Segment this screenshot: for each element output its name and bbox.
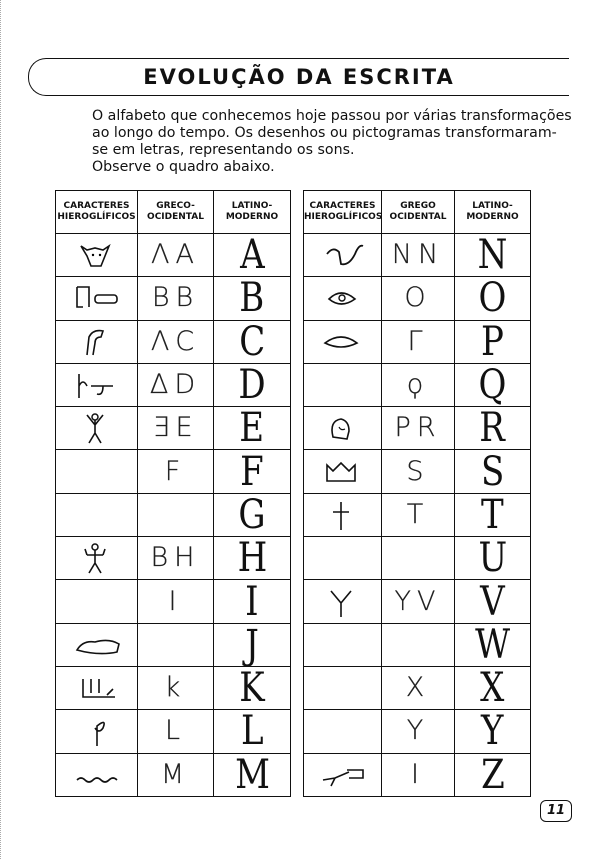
hieroglyph-cell <box>304 407 382 450</box>
table-row <box>56 277 291 320</box>
hieroglyph-cell <box>56 537 138 580</box>
table-row <box>304 580 531 623</box>
rejoicing-man-icon <box>56 539 137 577</box>
latin-cell <box>214 234 291 277</box>
header-greek: GRECO-OCIDENTAL <box>138 191 214 234</box>
header-greek: GREGO OCIDENTAL <box>382 191 455 234</box>
greek-letter: O <box>404 282 432 314</box>
door-icon <box>56 366 137 404</box>
greek-letter: M <box>160 758 191 790</box>
arrow-icon <box>304 756 381 794</box>
latin-letter: O <box>478 275 507 322</box>
greek-letter: Γ <box>407 325 429 357</box>
latin-letter: R <box>479 405 506 452</box>
table-row <box>304 277 531 320</box>
latin-letter: M <box>234 751 270 798</box>
table-row <box>56 234 291 277</box>
greek-cell <box>138 666 214 709</box>
mouth-icon <box>304 323 381 361</box>
latin-cell <box>214 710 291 753</box>
hieroglyph-cell <box>56 493 138 536</box>
latin-cell <box>214 320 291 363</box>
latin-cell <box>455 665 531 712</box>
hieroglyph-cell <box>304 623 382 666</box>
snake-icon <box>304 236 381 274</box>
table-row <box>56 450 291 493</box>
latin-letter: E <box>239 405 265 452</box>
hieroglyph-cell <box>56 666 138 709</box>
hieroglyph-cell <box>56 623 138 666</box>
hieroglyph-cell <box>304 320 382 363</box>
greek-letter: X <box>405 672 431 704</box>
greek-letter: ΛC <box>150 325 201 357</box>
greek-letter: I <box>411 758 425 790</box>
latin-cell <box>455 362 531 409</box>
hieroglyph-cell <box>304 277 382 320</box>
greek-cell <box>382 710 455 753</box>
hieroglyph-cell <box>56 234 138 277</box>
latin-letter: T <box>481 491 504 538</box>
greek-cell <box>382 537 455 580</box>
table-row <box>56 710 291 753</box>
table-header-row <box>304 191 531 234</box>
intro-text <box>52 108 572 176</box>
greek-cell <box>138 710 214 753</box>
latin-cell <box>455 450 531 493</box>
hieroglyph-cell <box>56 753 138 796</box>
greek-letter: T <box>406 498 430 530</box>
hieroglyph-cell <box>304 753 382 796</box>
greek-cell <box>138 363 214 406</box>
greek-letter: I <box>168 585 183 617</box>
greek-cell <box>382 666 455 709</box>
canal-icon <box>56 626 137 664</box>
greek-cell <box>138 407 214 450</box>
header-latin: LATINO-MODERNO <box>214 191 291 234</box>
latin-cell <box>455 320 531 363</box>
latin-cell <box>214 537 291 580</box>
latin-cell <box>455 580 531 623</box>
hieroglyph-cell <box>304 450 382 493</box>
latin-letter: F <box>240 448 264 495</box>
latin-cell <box>455 493 531 536</box>
latin-letter: J <box>245 621 259 668</box>
greek-cell <box>138 753 214 796</box>
title-banner <box>28 58 569 96</box>
house-icon <box>56 279 137 317</box>
greek-cell <box>138 277 214 320</box>
latin-cell <box>455 753 531 796</box>
latin-letter: P <box>481 318 504 365</box>
table-row <box>56 537 291 580</box>
praying-man-icon <box>56 409 137 447</box>
page-title: EVOLUÇÃO DA ESCRITA <box>143 65 455 89</box>
hieroglyph-cell <box>56 710 138 753</box>
table-row <box>56 320 291 363</box>
palm-icon <box>56 669 137 707</box>
intro-paragraph: O alfabeto que conhecemos hoje passou por várias transformações ao longo do tempo. Os desenhos ou pictogramas transformaram-se em letras, representando os sons. <box>92 108 572 158</box>
greek-cell <box>382 363 455 406</box>
latin-letter: A <box>239 232 265 279</box>
latin-letter: Q <box>478 362 507 409</box>
table-row <box>56 363 291 406</box>
greek-letter: NN <box>391 239 445 271</box>
table-row <box>304 623 531 666</box>
latin-letter: Y <box>481 708 504 755</box>
page-number: 11 <box>540 800 572 822</box>
hieroglyph-cell <box>304 493 382 536</box>
greek-cell <box>382 277 455 320</box>
latin-letter: Z <box>480 751 505 798</box>
table-row <box>56 580 291 623</box>
greek-letter: k <box>164 672 187 704</box>
latin-cell <box>455 623 531 666</box>
latin-letter: V <box>480 578 505 625</box>
latin-letter: B <box>239 275 265 322</box>
greek-cell <box>382 320 455 363</box>
hieroglyph-cell <box>304 710 382 753</box>
ox-head-icon <box>56 236 137 274</box>
greek-letter: L <box>164 715 187 747</box>
hieroglyph-cell <box>304 666 382 709</box>
greek-letter: YV <box>394 585 442 617</box>
greek-letter: F <box>164 455 187 487</box>
garden-icon <box>304 453 381 491</box>
greek-cell <box>138 537 214 580</box>
latin-letter: L <box>240 708 264 755</box>
latin-letter: W <box>475 621 510 668</box>
throwing-stick-icon <box>56 323 137 361</box>
table-row <box>304 363 531 406</box>
table-row <box>304 234 531 277</box>
water-icon <box>56 756 137 794</box>
intro-instruction: Observe o quadro abaixo. <box>92 159 275 175</box>
greek-letter: ϙ <box>406 369 430 401</box>
latin-cell <box>214 665 291 712</box>
greek-cell <box>138 450 214 493</box>
table-row <box>304 450 531 493</box>
header-latin: LATINO-MODERNO <box>455 191 531 234</box>
latin-letter: N <box>477 232 508 279</box>
greek-letter: ΒΗ <box>150 542 201 574</box>
hieroglyph-cell <box>304 537 382 580</box>
hieroglyph-cell <box>304 580 382 623</box>
coil-icon <box>56 712 137 750</box>
greek-cell <box>138 580 214 623</box>
latin-cell <box>455 710 531 753</box>
cross-icon <box>304 496 381 534</box>
latin-letter: U <box>478 535 507 582</box>
latin-cell <box>214 493 291 536</box>
latin-cell <box>455 537 531 580</box>
latin-cell <box>214 450 291 493</box>
table-row <box>56 407 291 450</box>
greek-letter: ΔD <box>149 369 202 401</box>
latin-cell <box>214 407 291 450</box>
latin-letter: I <box>245 578 259 625</box>
header-hieroglyphic: CARACTERES HIEROGLÍFICOS <box>304 191 382 234</box>
latin-cell <box>214 753 291 796</box>
greek-letter: BB <box>151 282 200 314</box>
latin-letter: C <box>238 318 266 365</box>
page-edge <box>0 0 4 859</box>
hieroglyph-cell <box>56 363 138 406</box>
table-row <box>56 493 291 536</box>
table-row <box>304 753 531 796</box>
table-row <box>304 710 531 753</box>
forked-stick-icon <box>304 583 381 621</box>
latin-letter: X <box>480 665 505 712</box>
table-row <box>304 407 531 450</box>
table-row <box>304 666 531 709</box>
greek-cell <box>138 493 214 536</box>
greek-cell <box>382 450 455 493</box>
table-row <box>56 753 291 796</box>
hieroglyph-cell <box>56 277 138 320</box>
latin-cell <box>214 277 291 320</box>
greek-letter: PR <box>394 412 442 444</box>
latin-letter: K <box>239 665 265 712</box>
greek-cell <box>138 234 214 277</box>
header-hieroglyphic: CARACTERES HIEROGLÍFICOS <box>56 191 138 234</box>
greek-cell <box>382 753 455 796</box>
greek-letter: ΛA <box>151 239 200 271</box>
hieroglyph-cell <box>56 407 138 450</box>
hieroglyph-cell <box>304 234 382 277</box>
greek-letter: ƎE <box>152 412 199 444</box>
greek-cell <box>382 407 455 450</box>
eye-icon <box>304 279 381 317</box>
greek-cell <box>382 580 455 623</box>
greek-cell <box>138 623 214 666</box>
head-icon <box>304 409 381 447</box>
greek-cell <box>382 234 455 277</box>
table-row <box>56 623 291 666</box>
greek-cell <box>382 493 455 536</box>
alphabet-table-right <box>303 190 531 797</box>
greek-cell <box>382 623 455 666</box>
latin-cell <box>455 407 531 450</box>
table-row <box>304 320 531 363</box>
table-header-row <box>56 191 291 234</box>
greek-letter: Y <box>406 715 430 747</box>
latin-cell <box>214 362 291 409</box>
latin-cell <box>455 277 531 320</box>
table-row <box>304 493 531 536</box>
alphabet-table-left <box>55 190 291 797</box>
hieroglyph-cell <box>56 320 138 363</box>
hieroglyph-cell <box>304 363 382 406</box>
latin-cell <box>214 623 291 666</box>
table-row <box>304 537 531 580</box>
latin-letter: S <box>480 448 505 495</box>
greek-letter: S <box>406 455 430 487</box>
latin-cell <box>214 580 291 623</box>
latin-letter: G <box>238 491 266 538</box>
hieroglyph-cell <box>56 450 138 493</box>
greek-cell <box>138 320 214 363</box>
table-row <box>56 666 291 709</box>
hieroglyph-cell <box>56 580 138 623</box>
latin-cell <box>455 234 531 277</box>
latin-letter: H <box>237 535 267 582</box>
latin-letter: D <box>238 362 266 409</box>
